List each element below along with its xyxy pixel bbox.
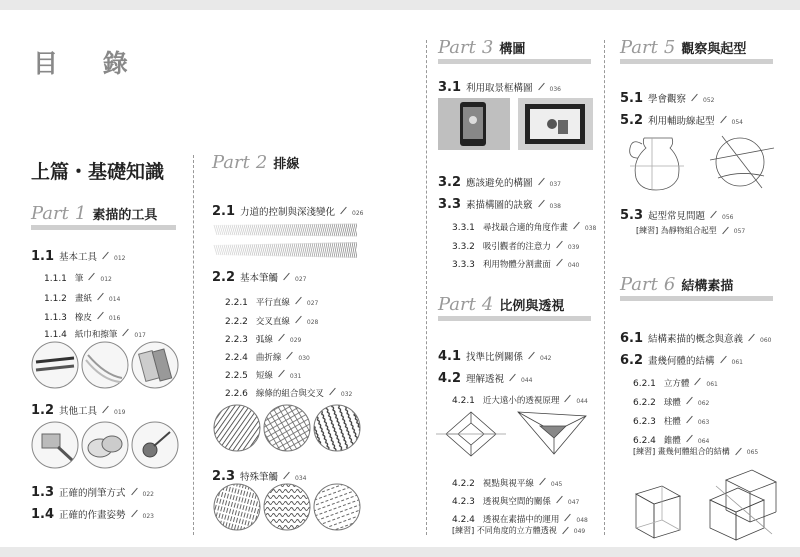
part-2-heading: Part 2 排線 [212, 152, 300, 173]
toc-entry-6-2-1[interactable]: 6.2.1 立方體 061 [633, 379, 718, 389]
column-divider-2 [426, 40, 427, 535]
toc-entry-1-3[interactable]: 1.3 正確的削筆方式 022 [31, 485, 154, 500]
geometry-structure-illustration [626, 466, 788, 542]
toc-entry-1-1-4[interactable]: 1.1.4 紙巾和擦筆 017 [44, 330, 146, 340]
toc-exercise-5[interactable]: [練習] 為靜物組合起型 057 [636, 226, 746, 235]
toc-entry-4-2[interactable]: 4.2 理解透視 044 [438, 371, 533, 386]
toc-entry-3-3-2[interactable]: 3.3.2 吸引觀者的注意力 039 [452, 242, 580, 252]
tools-illustration [30, 340, 180, 390]
toc-entry-3-2[interactable]: 3.2 應該避免的構圖 037 [438, 175, 561, 190]
sketch-construction-illustration [622, 126, 782, 194]
part-5-heading: Part 5 觀察與起型 [620, 37, 773, 64]
toc-entry-6-2-4[interactable]: 6.2.4 錐體 064 [633, 436, 710, 446]
toc-entry-1-1[interactable]: 1.1 基本工具 012 [31, 249, 126, 264]
toc-entry-5-1[interactable]: 5.1 學會觀察 052 [620, 91, 715, 106]
toc-entry-4-2-1[interactable]: 4.2.1 近大遠小的透視原理 044 [452, 396, 588, 406]
toc-entry-2-3[interactable]: 2.3 特殊筆觸 034 [212, 469, 307, 484]
toc-entry-1-1-2[interactable]: 1.1.2 畫紙 014 [44, 294, 121, 304]
toc-entry-1-2[interactable]: 1.2 其他工具 019 [31, 403, 126, 418]
part-1-heading: Part 1 素描的工具 [31, 203, 176, 230]
other-tools-illustration [30, 420, 180, 470]
page-title: 目 錄 [33, 49, 146, 78]
toc-entry-3-3-3[interactable]: 3.3.3 利用物體分割畫面 040 [452, 260, 580, 270]
toc-entry-6-2[interactable]: 6.2 畫幾何體的結構 061 [620, 353, 743, 368]
toc-entry-3-3[interactable]: 3.3 素描構圖的訣竅 038 [438, 197, 561, 212]
perspective-diagrams [436, 404, 596, 464]
column-divider-1 [193, 155, 194, 535]
toc-entry-1-1-1[interactable]: 1.1.1 筆 012 [44, 274, 112, 284]
toc-entry-2-1[interactable]: 2.1 力道的控制與深淺變化 026 [212, 204, 364, 219]
toc-entry-4-2-2[interactable]: 4.2.2 視點與視平線 045 [452, 479, 563, 489]
part-4-heading: Part 4 比例與透視 [438, 294, 591, 321]
viewfinder-photos [438, 98, 593, 150]
toc-exercise-6[interactable]: [練習] 畫幾何體組合的結構 065 [633, 447, 759, 456]
toc-entry-4-2-3[interactable]: 4.2.3 透視與空間的關係 047 [452, 497, 580, 507]
toc-entry-2-2[interactable]: 2.2 基本筆觸 027 [212, 270, 307, 285]
toc-entry-5-2[interactable]: 5.2 利用輔助線起型 054 [620, 113, 743, 128]
volume-title: 上篇・基礎知識 [31, 161, 165, 183]
toc-entry-5-3[interactable]: 5.3 起型常見問題 056 [620, 208, 734, 223]
toc-entry-6-1[interactable]: 6.1 結構素描的概念與意義 060 [620, 331, 772, 346]
toc-entry-2-2-5[interactable]: 2.2.5 短線 031 [225, 371, 302, 381]
special-strokes-illustration [212, 482, 362, 532]
toc-entry-1-1-3[interactable]: 1.1.3 橡皮 016 [44, 313, 121, 323]
toc-entry-2-2-2[interactable]: 2.2.2 交叉直線 028 [225, 317, 319, 327]
column-divider-3 [604, 40, 605, 535]
toc-entry-4-2-4[interactable]: 4.2.4 透視在素描中的運用 048 [452, 515, 588, 525]
toc-entry-2-2-1[interactable]: 2.2.1 平行直線 027 [225, 298, 319, 308]
texture-circles-illustration [212, 403, 362, 453]
toc-page [0, 10, 800, 547]
toc-entry-3-3-1[interactable]: 3.3.1 尋找最合適的角度作畫 038 [452, 223, 597, 233]
toc-entry-6-2-3[interactable]: 6.2.3 柱體 063 [633, 417, 710, 427]
toc-entry-2-2-4[interactable]: 2.2.4 曲折線 030 [225, 353, 310, 363]
part-3-heading: Part 3 構圖 [438, 37, 591, 64]
toc-entry-1-4[interactable]: 1.4 正確的作畫姿勢 023 [31, 507, 154, 522]
toc-entry-2-2-3[interactable]: 2.2.3 弧線 029 [225, 335, 302, 345]
pressure-strokes-illustration [212, 220, 357, 260]
toc-entry-3-1[interactable]: 3.1 利用取景框構圖 036 [438, 80, 561, 95]
toc-exercise-4[interactable]: [練習] 不同角度的立方體透視 049 [452, 526, 586, 535]
part-6-heading: Part 6 結構素描 [620, 274, 773, 301]
toc-entry-4-1[interactable]: 4.1 找準比例關係 042 [438, 349, 552, 364]
toc-entry-6-2-2[interactable]: 6.2.2 球體 062 [633, 398, 710, 408]
toc-entry-2-2-6[interactable]: 2.2.6 線條的組合與交叉 032 [225, 389, 353, 399]
